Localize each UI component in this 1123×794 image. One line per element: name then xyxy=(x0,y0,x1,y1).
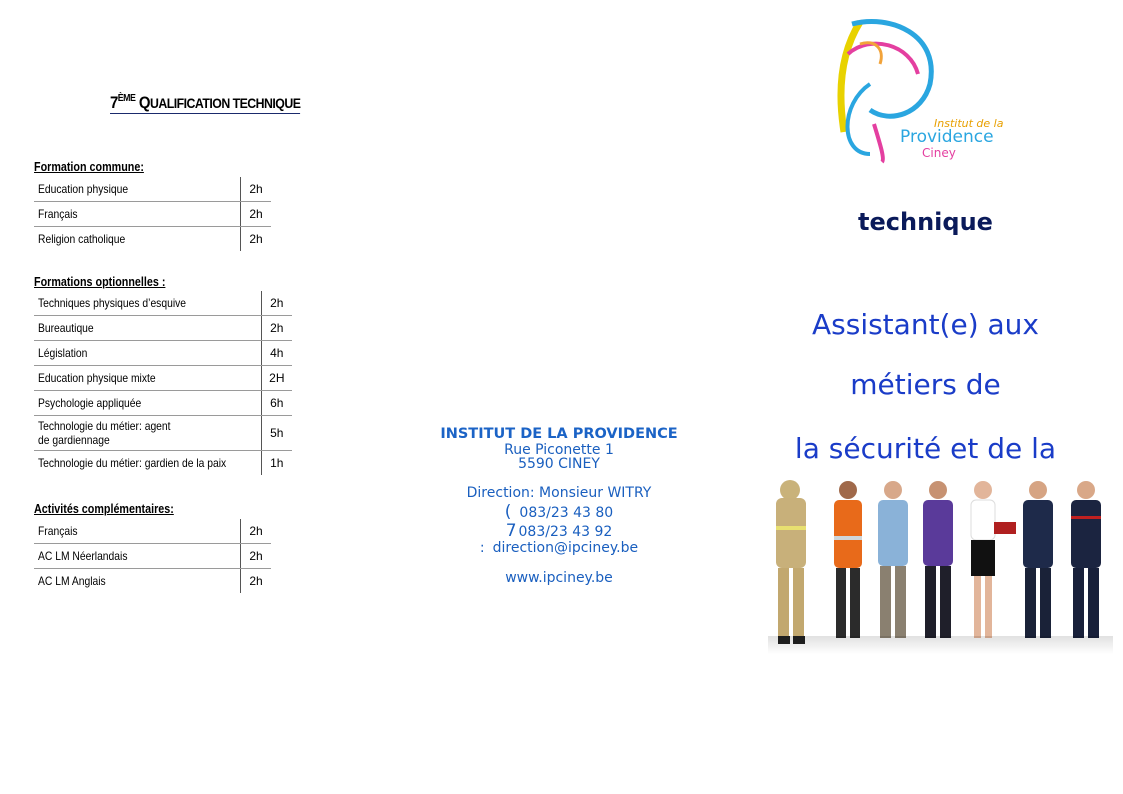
activites-complementaires-heading: Activités complémentaires: xyxy=(34,502,174,516)
table-row: AC LM Anglais 2h xyxy=(34,569,271,594)
fax-icon: 7 xyxy=(505,521,517,541)
table-row: Français 2h xyxy=(34,519,271,544)
street-address: Rue Piconette 1 xyxy=(504,442,614,458)
table-row: Education physique mixte 2H xyxy=(34,366,292,391)
phone-icon: ( xyxy=(504,502,512,522)
email-link[interactable]: direction@ipciney.be xyxy=(492,540,639,556)
table-row: Législation 4h xyxy=(34,341,292,366)
orange-worker-figure xyxy=(834,481,862,638)
table-row: AC LM Néerlandais 2h xyxy=(34,544,271,569)
activites-complementaires-table xyxy=(34,519,271,593)
blue-shirt-figure xyxy=(878,481,908,638)
qualification-title: 7ÈME QUALIFICATION TECHNIQUE xyxy=(110,93,301,112)
email-line xyxy=(374,540,744,556)
table-row: Français 2h xyxy=(34,202,271,227)
direction-contact: Direction: Monsieur WITRY xyxy=(466,485,652,501)
firefighter-figure xyxy=(776,480,806,644)
table-row: Techniques physiques d’esquive 2h xyxy=(34,291,292,316)
formations-optionnelles-table xyxy=(34,291,292,475)
logo-line2: Providence xyxy=(900,127,994,147)
woman-figure xyxy=(971,481,1016,638)
logo-line1: Institut de la xyxy=(934,117,1004,130)
providence-logo xyxy=(830,14,1045,164)
table-row: Technologie du métier: agent de gardiennage 5h xyxy=(34,416,292,451)
email-icon: : xyxy=(479,540,485,556)
fax-line xyxy=(374,521,744,541)
title-line-3: la sécurité et de la xyxy=(794,432,1057,465)
formations-optionnelles-heading: Formations optionnelles : xyxy=(34,275,166,289)
middle-panel xyxy=(374,0,748,794)
title-line-1: Assistant(e) aux xyxy=(811,308,1039,341)
phone-number: 083/23 43 80 xyxy=(519,505,614,521)
fire-officer-figure xyxy=(1071,481,1101,638)
purple-guard-figure xyxy=(923,481,953,638)
phone-line xyxy=(374,502,744,522)
city-address: 5590 CINEY xyxy=(518,456,600,472)
left-panel xyxy=(0,0,374,794)
logo-line3: Ciney xyxy=(922,146,956,160)
table-row: Education physique 2h xyxy=(34,177,271,202)
table-row: Religion catholique 2h xyxy=(34,227,271,252)
technique-heading: technique xyxy=(858,208,993,236)
title-line-2: métiers de xyxy=(850,368,1001,401)
fax-number: 083/23 43 92 xyxy=(518,524,613,540)
table-row: Psychologie appliquée 6h xyxy=(34,391,292,416)
formation-commune-table xyxy=(34,177,271,251)
table-row: Bureautique 2h xyxy=(34,316,292,341)
formation-commune-heading: Formation commune: xyxy=(34,160,144,174)
security-workers-photo xyxy=(768,476,1113,654)
table-row: Technologie du métier: gardien de la paix 1h xyxy=(34,451,292,476)
navy-officer-figure xyxy=(1023,481,1053,638)
right-panel xyxy=(748,0,1123,794)
website-link[interactable]: www.ipciney.be xyxy=(505,570,613,586)
institute-name: INSTITUT DE LA PROVIDENCE xyxy=(440,426,678,442)
